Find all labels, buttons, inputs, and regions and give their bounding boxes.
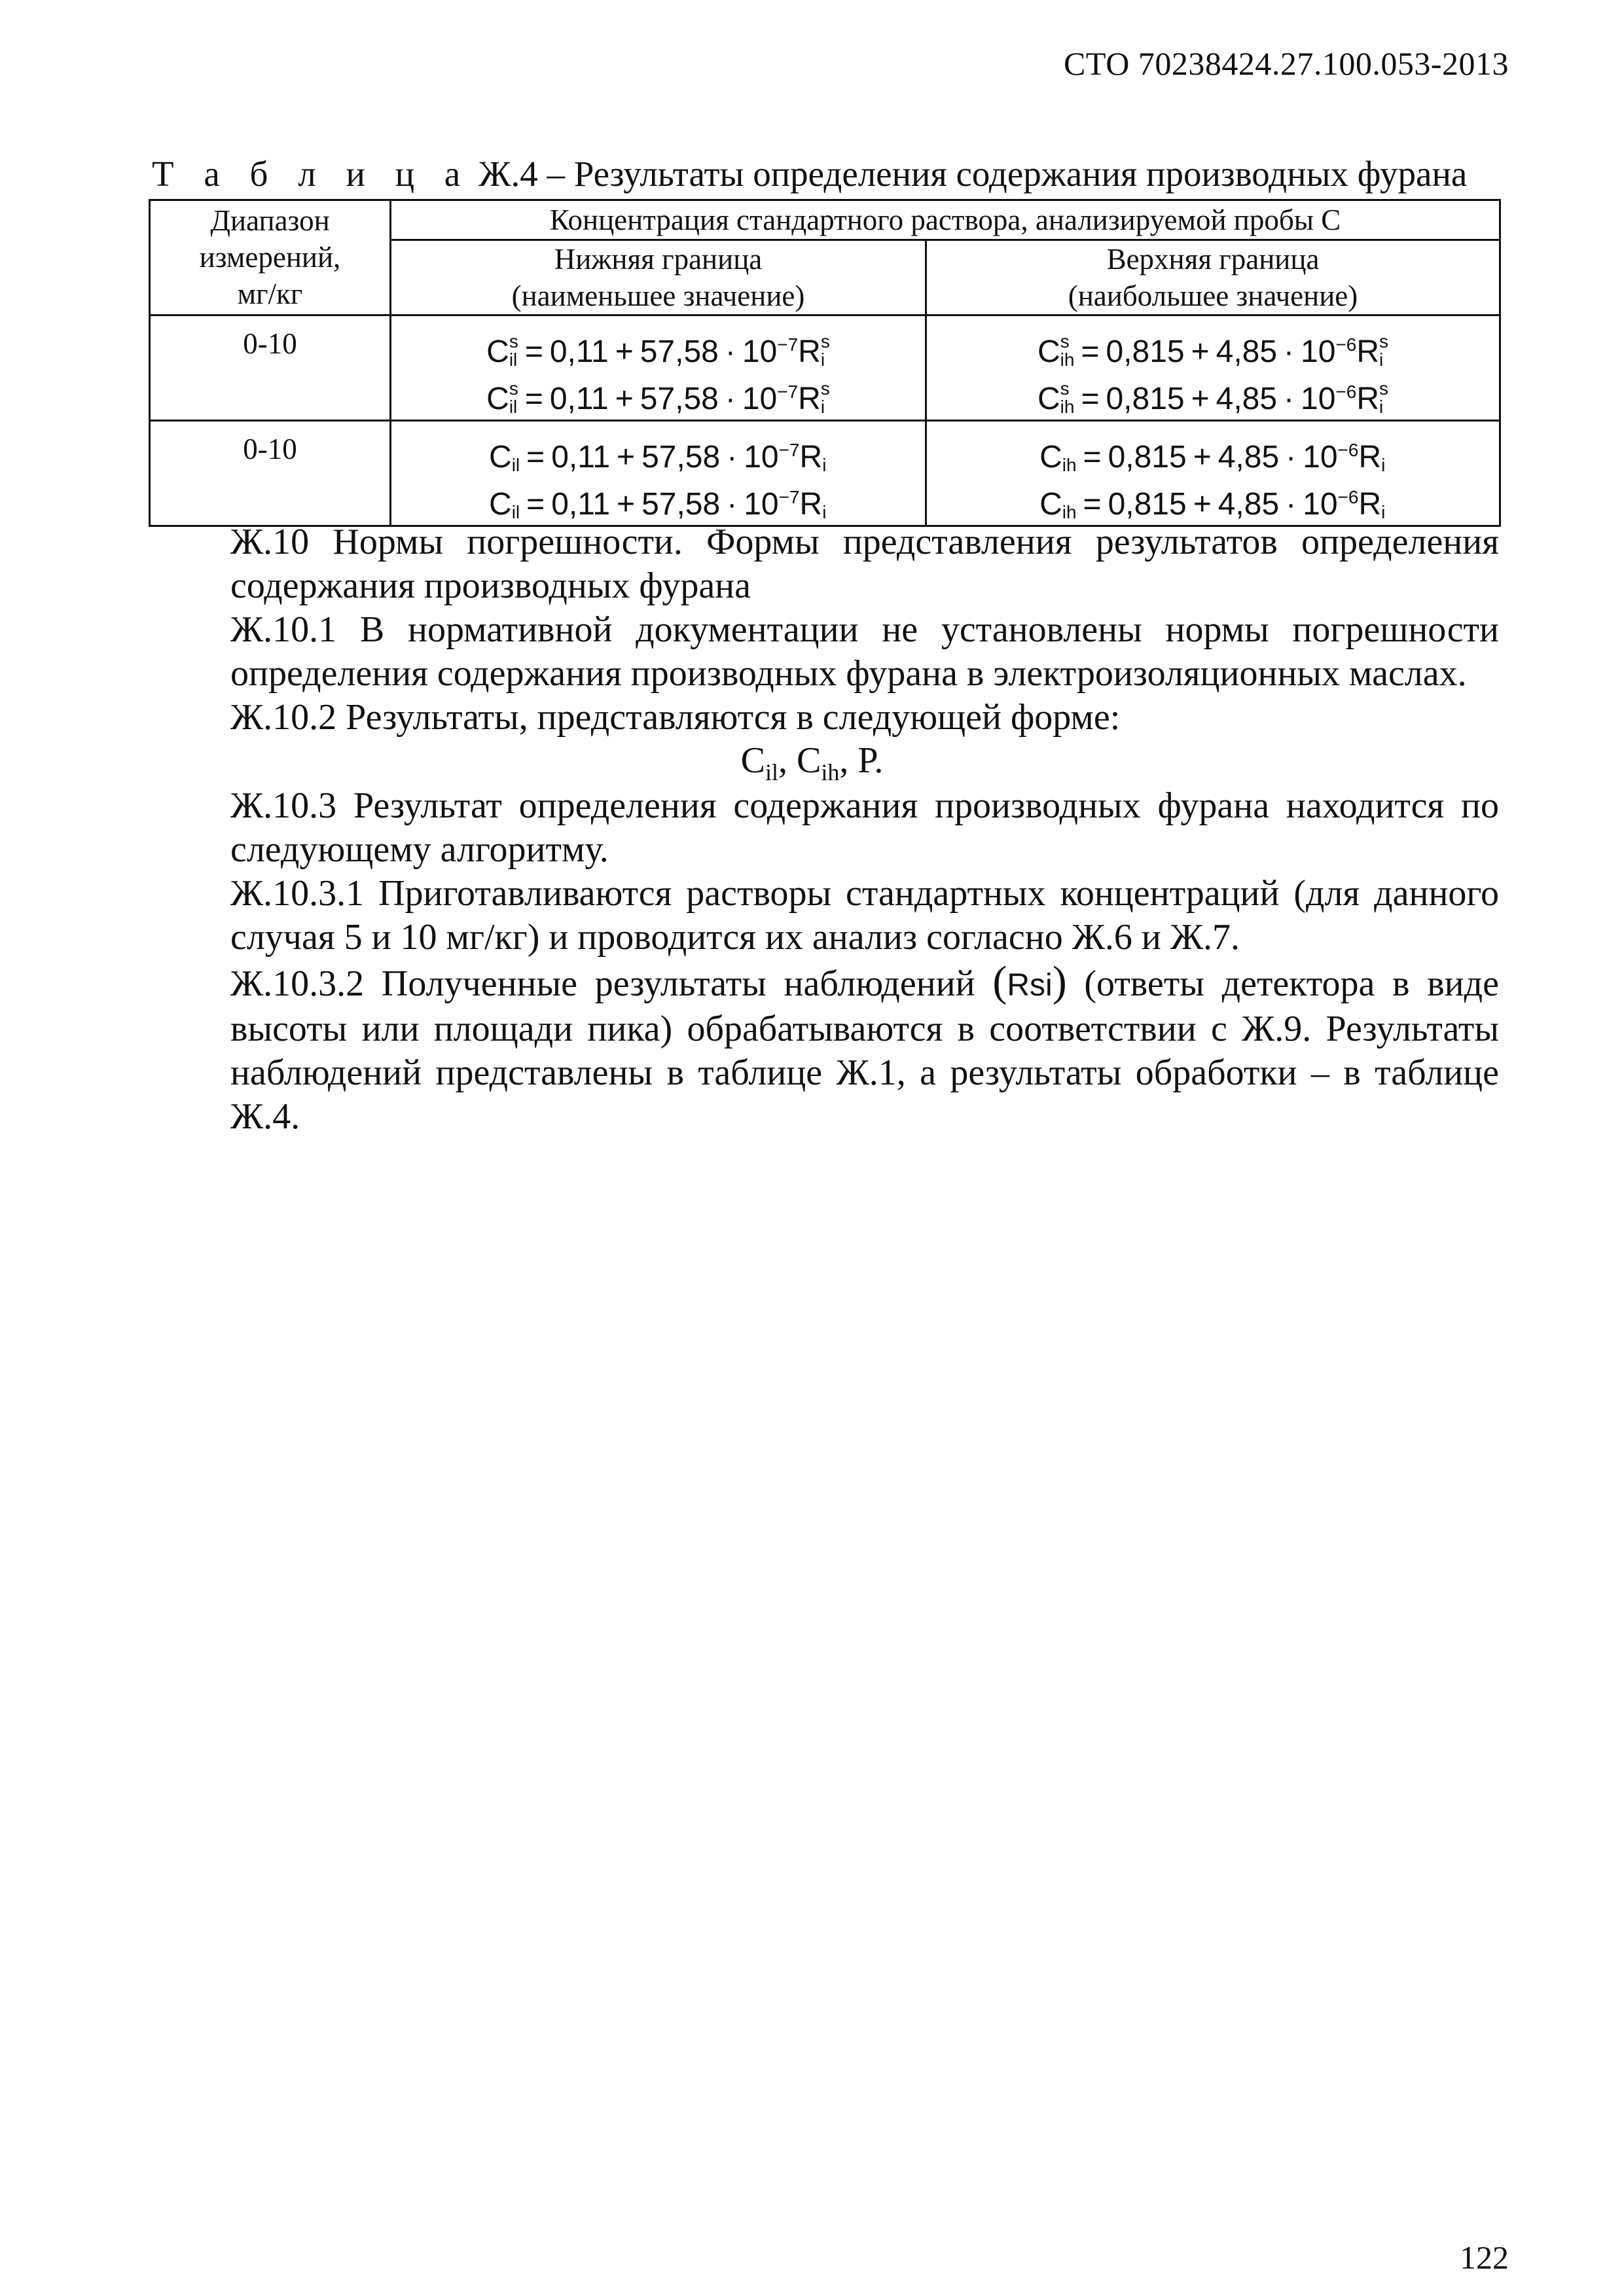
formula-slope: 57,58 xyxy=(640,382,719,416)
formula-intercept: 0,815 xyxy=(1106,334,1185,369)
formula-slope: 57,58 xyxy=(641,487,721,522)
formula xyxy=(927,427,1499,474)
upper-bound-header-line2: (наибольшее значение) xyxy=(1068,279,1358,312)
formula-dot: · xyxy=(1284,382,1295,416)
formula-dot: · xyxy=(1286,440,1297,475)
formula-c: C xyxy=(486,334,509,369)
formula-list xyxy=(391,321,925,416)
formula-r-index xyxy=(1379,380,1388,416)
formula-r-index xyxy=(1381,485,1386,522)
formula xyxy=(927,474,1499,521)
formula xyxy=(391,474,925,521)
range-column-header xyxy=(150,200,391,315)
formula-dot: · xyxy=(725,382,736,416)
paragraph-text: Ж.10 Нормы погрешности. Формы представления результатов определения содержания производных фурана xyxy=(230,522,1499,606)
range-column-header-text: Диапазон измерений, мг/кг xyxy=(199,204,341,310)
formula-plus: + xyxy=(1191,382,1210,416)
formula-base: 10 xyxy=(742,334,778,369)
formula-c-index-sup xyxy=(512,485,520,503)
close-paren: ) xyxy=(1052,958,1067,1005)
formula-r: R xyxy=(799,440,823,475)
formula-r-index xyxy=(822,485,827,522)
paragraph-text: Ж.10.3.1 Приготавливаются растворы стандартных концентраций (для данного случая 5 и 10 мг/кг) и проводится их анализ согласно Ж.6 и Ж.7. xyxy=(230,873,1499,958)
observation-symbol xyxy=(1007,968,1052,1003)
upper-formula-cell xyxy=(926,315,1500,421)
formula-r-index-sub: i xyxy=(822,502,827,523)
formula-equals: = xyxy=(1083,487,1102,522)
formula-c: C xyxy=(486,382,509,416)
formula-equals: = xyxy=(524,334,543,369)
table-caption-prefix: Т а б л и ц а xyxy=(152,154,471,194)
result-form-sep: , xyxy=(778,740,797,781)
table-caption xyxy=(152,153,1467,194)
table-header-row xyxy=(150,200,1500,240)
formula-r-index-sup xyxy=(1381,485,1386,503)
formula-c: C xyxy=(1039,487,1062,522)
upper-bound-header xyxy=(926,240,1500,315)
formula-c: C xyxy=(1039,440,1062,475)
formula-r: R xyxy=(1356,382,1380,416)
formula-intercept: 0,11 xyxy=(551,440,611,475)
table-row xyxy=(150,421,1500,526)
formula-base: 10 xyxy=(1303,487,1338,522)
concentration-column-header: Концентрация стандартного раствора, анализируемой пробы С xyxy=(391,200,1500,240)
formula xyxy=(391,368,925,416)
formula-slope: 57,58 xyxy=(641,440,721,475)
formula-c: C xyxy=(1037,334,1060,369)
formula-dot: · xyxy=(1284,334,1295,369)
formula-c-index xyxy=(1060,332,1075,369)
formula-base: 10 xyxy=(1301,334,1336,369)
formula-exponent: −6 xyxy=(1335,334,1357,355)
formula-dot: · xyxy=(1286,487,1297,522)
formula-r-index-sup: s xyxy=(820,331,830,352)
formula-c-index-sub: il xyxy=(509,397,518,418)
formula-exponent: −7 xyxy=(778,487,800,507)
formula-c-index xyxy=(512,438,520,475)
formula-r-index-sup xyxy=(1381,438,1386,456)
paragraph-text xyxy=(152,960,1499,1139)
formula-c-index-sup xyxy=(512,438,520,456)
formula-c-index-sub: il xyxy=(509,350,518,370)
formula xyxy=(391,321,925,368)
formula-plus: + xyxy=(617,487,636,522)
formula-c-index-sub: ih xyxy=(1060,350,1075,370)
formula-c-index xyxy=(1062,485,1077,522)
observation-indices xyxy=(1030,968,1053,1003)
formula-c-index-sub: ih xyxy=(1060,397,1075,418)
formula-equals: = xyxy=(524,382,543,416)
formula-r-index-sub: i xyxy=(1379,397,1384,418)
formula-r-index xyxy=(1379,332,1388,369)
document-code: СТО 70238424.27.100.053-2013 xyxy=(1064,45,1509,82)
paragraph-zh10-3 xyxy=(152,784,1499,872)
formula-slope: 4,85 xyxy=(1216,382,1278,416)
formula-c: C xyxy=(1037,382,1060,416)
lower-bound-header-line2: (наименьшее значение) xyxy=(511,279,805,312)
formula-exponent: −7 xyxy=(777,334,799,355)
formula xyxy=(927,321,1499,368)
formula-exponent: −6 xyxy=(1337,487,1359,507)
formula-plus: + xyxy=(615,382,634,416)
paragraph-start: Ж.10.3.2 Полученные результаты наблюдений xyxy=(230,963,975,1004)
formula-slope: 57,58 xyxy=(640,334,719,369)
formula-c-index xyxy=(1060,380,1075,416)
result-form xyxy=(0,740,1624,786)
results-table xyxy=(149,199,1501,527)
lower-bound-header-line1: Нижняя граница xyxy=(554,243,763,276)
formula-slope: 4,85 xyxy=(1216,334,1278,369)
lower-formula-cell xyxy=(391,315,926,421)
formula-exponent: −6 xyxy=(1337,440,1359,460)
formula-intercept: 0,815 xyxy=(1106,382,1185,416)
formula-r-index-sub: i xyxy=(1379,350,1384,370)
formula-slope: 4,85 xyxy=(1218,440,1280,475)
formula-c-index-sup: s xyxy=(509,378,518,399)
upper-formula-cell xyxy=(926,421,1500,526)
formula-plus: + xyxy=(1193,487,1212,522)
result-form-sub-ih: ih xyxy=(821,759,840,786)
formula-r-index-sup: s xyxy=(1379,331,1389,352)
formula-equals: = xyxy=(526,440,545,475)
result-form-sub-il: il xyxy=(765,759,779,786)
range-cell: 0-10 xyxy=(150,315,391,421)
formula-c-index-sub: il xyxy=(511,455,520,476)
formula-c-index-sub: ih xyxy=(1062,502,1077,523)
formula-c-index-sub: il xyxy=(511,502,520,523)
paragraph-end: (ответы детектора в виде высоты или площади пика) обрабатываются в соответствии с Ж.9. Результаты наблюдений представлены в таблице Ж.1, а результаты обработки – в таблице Ж.4. xyxy=(230,963,1499,1137)
formula-plus: + xyxy=(1191,334,1210,369)
observation-sub: i xyxy=(1045,968,1053,1003)
formula-intercept: 0,11 xyxy=(549,334,609,369)
formula-dot: · xyxy=(727,440,738,475)
formula-r-index-sup: s xyxy=(1379,378,1389,399)
formula-c-index xyxy=(509,332,518,369)
formula-equals: = xyxy=(526,487,545,522)
formula-intercept: 0,815 xyxy=(1108,487,1187,522)
open-paren: ( xyxy=(992,958,1007,1005)
paragraph-text: Ж.10.2 Результаты, представляются в следующей форме: xyxy=(230,697,1121,738)
lower-formula-cell xyxy=(391,421,926,526)
paragraph-zh10-2 xyxy=(152,696,1499,740)
formula-r: R xyxy=(798,334,821,369)
lower-bound-header xyxy=(391,240,926,315)
range-cell: 0-10 xyxy=(150,421,391,526)
formula-list xyxy=(927,321,1499,416)
paragraph-zh10-3-1 xyxy=(152,872,1499,960)
formula-r-index-sub: i xyxy=(820,350,825,370)
formula-base: 10 xyxy=(1301,382,1336,416)
table-row xyxy=(150,315,1500,421)
formula-r-index-sub: i xyxy=(1381,455,1386,476)
formula-r-index-sub: i xyxy=(1381,502,1386,523)
formula-c-index xyxy=(509,380,518,416)
paragraph-zh10-1 xyxy=(152,608,1499,696)
result-form-c1: C xyxy=(740,740,766,781)
formula-base: 10 xyxy=(1303,440,1338,475)
formula-r: R xyxy=(798,382,821,416)
formula-base: 10 xyxy=(744,440,779,475)
formula-c-index xyxy=(1062,438,1077,475)
formula-plus: + xyxy=(615,334,634,369)
formula xyxy=(391,427,925,474)
formula-equals: = xyxy=(1083,440,1102,475)
formula-equals: = xyxy=(1081,382,1100,416)
formula-list xyxy=(927,427,1499,521)
formula-c-index-sub: ih xyxy=(1062,455,1077,476)
formula-r-index-sup xyxy=(822,438,827,456)
formula-intercept: 0,11 xyxy=(549,382,609,416)
paragraph-zh10 xyxy=(152,520,1499,608)
table-caption-text: Ж.4 – Результаты определения содержания производных фурана xyxy=(478,154,1468,194)
paragraph-text: Ж.10.1 В нормативной документации не установлены нормы погрешности определения содержания производных фурана в электроизоляционных маслах. xyxy=(230,609,1499,694)
upper-bound-header-line1: Верхняя граница xyxy=(1106,243,1320,276)
formula-c-index-sup xyxy=(1062,438,1077,456)
formula-equals: = xyxy=(1081,334,1100,369)
formula-c-index xyxy=(512,485,520,522)
formula-r: R xyxy=(1358,487,1382,522)
formula-dot: · xyxy=(727,487,738,522)
formula-exponent: −6 xyxy=(1335,382,1357,402)
formula-r-index xyxy=(821,380,830,416)
observation-r: R xyxy=(1007,968,1030,1003)
formula-exponent: −7 xyxy=(778,440,800,460)
formula-c-index-sup: s xyxy=(1060,331,1070,352)
result-form-c2: C xyxy=(797,740,821,781)
formula-r: R xyxy=(799,487,823,522)
formula-c-index-sup: s xyxy=(1060,378,1070,399)
formula-plus: + xyxy=(1193,440,1212,475)
formula-r: R xyxy=(1356,334,1380,369)
paragraph-text: Ж.10.3 Результат определения содержания производных фурана находится по следующему алгоритму. xyxy=(230,785,1499,870)
formula-c: C xyxy=(489,487,512,522)
formula-base: 10 xyxy=(742,382,778,416)
formula xyxy=(927,368,1499,416)
formula-r-index-sub: i xyxy=(820,397,825,418)
result-form-tail: , P. xyxy=(839,740,884,781)
formula-r-index xyxy=(821,332,830,369)
formula-list xyxy=(391,427,925,521)
formula-dot: · xyxy=(725,334,736,369)
formula-c: C xyxy=(489,440,512,475)
formula-intercept: 0,815 xyxy=(1108,440,1187,475)
formula-r-index xyxy=(1381,438,1386,475)
formula-exponent: −7 xyxy=(777,382,799,402)
formula-r-index xyxy=(822,438,827,475)
formula-slope: 4,85 xyxy=(1218,487,1280,522)
formula-c-index-sup: s xyxy=(509,331,518,352)
formula-r: R xyxy=(1358,440,1382,475)
page-number: 122 xyxy=(1460,2239,1509,2276)
formula-r-index-sup: s xyxy=(820,378,830,399)
formula-c-index-sup xyxy=(1062,485,1077,503)
formula-plus: + xyxy=(617,440,636,475)
formula-r-index-sub: i xyxy=(822,455,827,476)
observation-sup: s xyxy=(1030,968,1046,1003)
paragraph-zh10-3-2 xyxy=(152,960,1499,1139)
formula-intercept: 0,11 xyxy=(551,487,611,522)
formula-base: 10 xyxy=(744,487,779,522)
formula-r-index-sup xyxy=(822,485,827,503)
